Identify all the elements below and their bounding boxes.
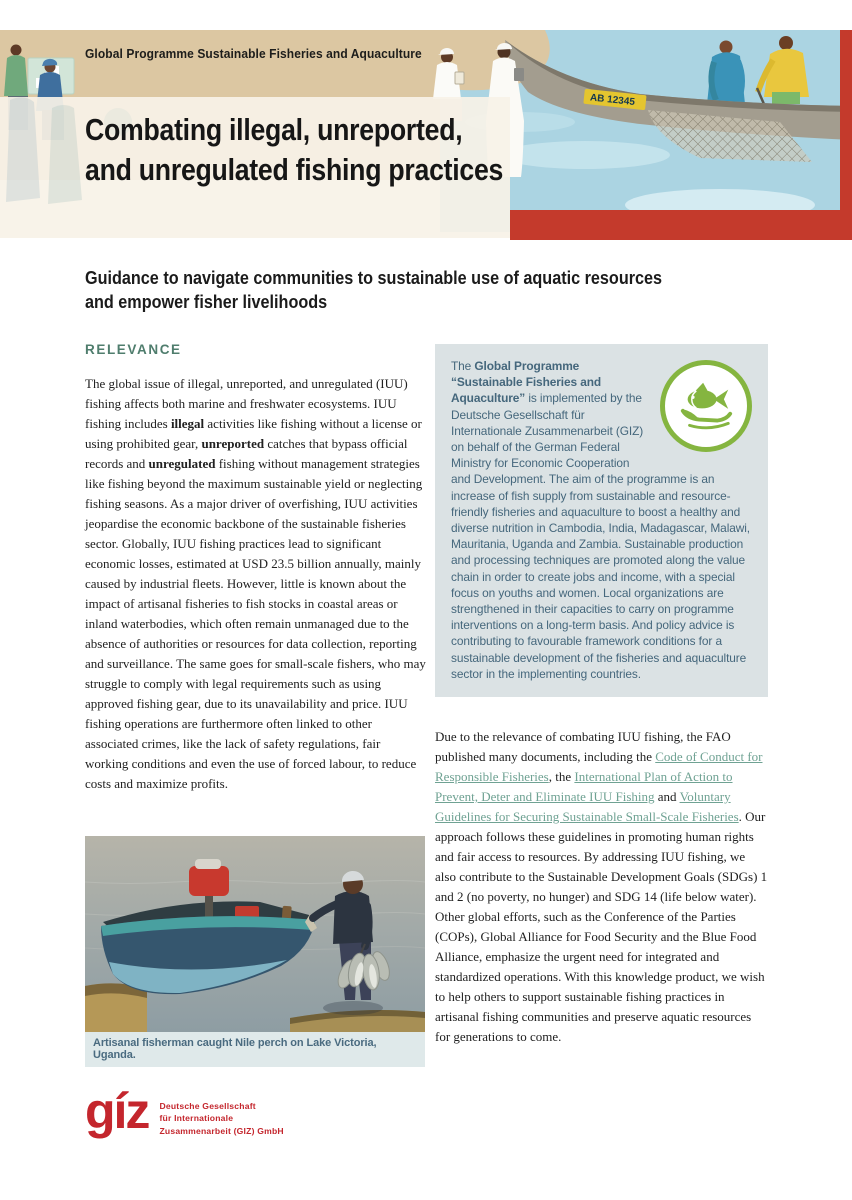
text-segment: and xyxy=(654,789,680,805)
text-segment: unreported xyxy=(201,435,265,451)
text-segment: is implemented by the Deutsche Gesellschaft für Internationale Zusammenarbeit (GIZ) on behalf of the German Federal Ministry for Economic Cooperation and Development. The aim of the programme is an increase of fish supply from sustainable and resource-friendly fisheries and aquaculture to boost a healthy and diverse nutrition in Cambodia, India, Madagascar, Malawi, Mauritania, Uganda and Zambia. Sustainable production and processing techniques are promoted along the value chain in order to create jobs and income, with a special focus on youths and women. Local organizations are strengthened in their capacities to carry on programme interventions on a long-term basis. And policy advice is contributing to favourable framework conditions for a sustainable development of the fisheries and aquaculture sector in the implementing countries. xyxy=(451,391,750,681)
giz-logo xyxy=(85,1083,284,1139)
link-ipoa-iuu[interactable]: International Plan of Action to Prevent, Deter and Eliminate IUU Fishing xyxy=(435,769,733,805)
page-title xyxy=(85,110,503,189)
subtitle-line1: Guidance to navigate communities to sustainable use of aquatic resources xyxy=(85,268,663,288)
photo-illustration xyxy=(85,836,425,1032)
giz-wordmark: gíz xyxy=(85,1083,149,1139)
text-segment: activities like fishing without a license or using prohibited gear, xyxy=(85,415,422,451)
relevance-paragraph xyxy=(85,374,426,794)
giz-org-line1: Deutsche Gesellschaft xyxy=(159,1101,256,1111)
red-edge-stripe xyxy=(840,30,852,240)
text-segment: The global issue of illegal, unreported, and unregulated (IUU) fishing affects both marine and freshwater ecosystems. IUU fishing includes xyxy=(85,375,408,431)
red-accent-bar xyxy=(510,210,852,240)
link-code-of-conduct[interactable]: Code of Conduct for Responsible Fisheries xyxy=(435,749,763,785)
photo-caption: Artisanal fisherman caught Nile perch on Lake Victoria, Uganda. xyxy=(85,1032,425,1067)
fish-in-hand-icon xyxy=(660,360,752,452)
boat-plate-text: AB 12345 xyxy=(589,92,636,109)
text-segment: unregulated xyxy=(148,455,216,471)
page-title-line1: Combating illegal, unreported, xyxy=(85,112,463,147)
programme-label: Global Programme Sustainable Fisheries and Aquaculture xyxy=(85,47,422,61)
text-segment: The xyxy=(451,359,475,373)
text-segment: catches that bypass official records and xyxy=(85,435,408,471)
page-title-line2: and unregulated fishing practices xyxy=(85,151,504,187)
photo-artisanal-fisherman xyxy=(85,836,425,1067)
subtitle xyxy=(85,266,663,315)
text-segment: fishing without management strategies like fishing beyond the maximum sustainable yield or neglecting fishing seasons. As a major driver of overfishing, IUU activities jeopardise the economic backbone of the sustainable fisheries sector. Globally, IUU fishing practices lead to significant economic losses, estimated at USD 23.5 billion annually, mainly caused by industrial fleets. However, little is known about the impact of artisanal fisheries to fish stocks in coastal areas or inland waterbodies, which often remain unmanaged due to the absence of authorities or resources for data collection, reporting and surveillance. The same goes for small-scale fishers, who may struggle to comply with legal requirements such as using approved fishing gear, due to its unavailability and price. IUU fishing operations are furthermore often linked to other associated crimes, like the lack of safety regulations, fair working conditions and even the use of forced labour, to reduce costs and maximize profits. xyxy=(85,455,426,791)
giz-org-line2: für Internationale xyxy=(159,1113,234,1124)
text-segment: . Our approach follows these guidelines in promoting human rights and fair access to resources. By addressing IUU fishing, we also contribute to the Sustainable Development Goals (SDGs) 1 and 2 (no poverty, no hunger) and SDG 14 (life below water). Other global efforts, such as the Conference of the Parties (COPs), Global Alliance for Food Security and the Blue Food Alliance, emphasize the urgent need for integrated and standardized operations. With this knowledge product, we wish to help others to support sustainable fishing practices in artisanal fishing communities and preserve aquatic resources for generations to come. xyxy=(435,809,768,1045)
right-column-paragraph xyxy=(435,727,768,1047)
right-column xyxy=(435,344,768,1047)
relevance-heading: RELEVANCE xyxy=(85,341,182,357)
text-segment: , the xyxy=(548,769,575,785)
text-segment: illegal xyxy=(170,415,205,431)
subtitle-line2: and empower fisher livelihoods xyxy=(85,292,328,313)
text-segment: Global Programme “Sustainable Fisheries and Aquaculture” xyxy=(451,359,602,406)
giz-org-line3: Zusammenarbeit (GIZ) GmbH xyxy=(159,1125,284,1136)
link-ssf-guidelines[interactable]: Voluntary Guidelines for Securing Sustainable Small-Scale Fisheries xyxy=(435,789,739,825)
text-segment: Due to the relevance of combating IUU fishing, the FAO published many documents, including the xyxy=(435,729,731,765)
giz-org-name xyxy=(159,1100,283,1137)
programme-box xyxy=(435,344,768,697)
